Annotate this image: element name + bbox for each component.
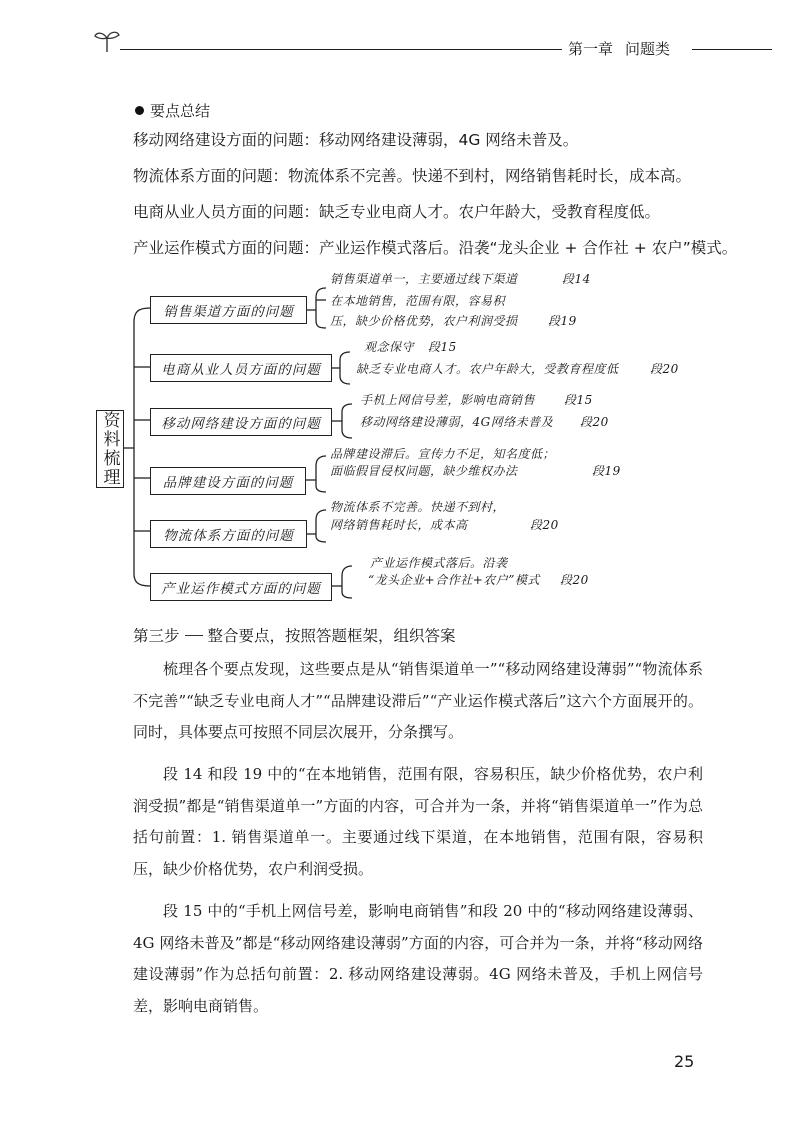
mind-map-note: 手机上网信号差，影响电商销售 段15: [360, 393, 593, 407]
page-number: 25: [674, 1052, 695, 1071]
mind-map-note: 网络销售耗时长，成本高 段20: [330, 518, 559, 532]
mind-map-root: 资料梳理: [96, 410, 124, 488]
mind-map-branch: 物流体系方面的问题: [150, 520, 307, 548]
mind-map-note: 观念保守 段15: [364, 340, 457, 354]
mind-map-note: 销售渠道单一，主要通过线下渠道 段14: [330, 272, 591, 286]
mind-map-branch: 销售渠道方面的问题: [150, 296, 307, 324]
mind-map-branch: 产业运作模式方面的问题: [150, 573, 332, 601]
header-rule-left: [120, 49, 562, 50]
mind-map-branch: 电商从业人员方面的问题: [150, 354, 332, 382]
mind-map-note: 产业运作模式落后。沿袭: [370, 556, 508, 570]
mind-map-branch: 移动网络建设方面的问题: [150, 408, 332, 436]
key-points-heading: 要点总结: [135, 100, 210, 121]
section-label: 问题类: [625, 40, 671, 58]
mind-map-note: 移动网络建设薄弱，4G网络未普及 段20: [360, 415, 609, 429]
key-point-line: 移动网络建设方面的问题：移动网络建设薄弱，4G 网络未普及。: [133, 131, 579, 149]
step-heading: 第三步 整合要点，按照答题框架，组织答案: [133, 627, 456, 645]
sprout-logo-icon: [92, 28, 122, 54]
body-paragraph: 梳理各个要点发现，这些要点是从“销售渠道单一”“移动网络建设薄弱”“物流体系不完善”“缺乏专业电商人才”“品牌建设滞后”“产业运作模式落后”这六个方面展开的。同时，具体要点可按照不同层次展开，分条撰写。: [133, 660, 703, 741]
mind-map-note: 品牌建设滞后。宣传力不足，知名度低；: [330, 447, 556, 461]
chapter-label: 第一章: [568, 40, 614, 58]
mind-map-note: “龙头企业+合作社+农户”模式 段20: [368, 573, 589, 587]
mind-map-note: 面临假冒侵权问题，缺少维权办法 段19: [330, 464, 621, 478]
mind-map-note: 在本地销售，范围有限，容易积: [330, 294, 506, 308]
mind-map-note: 压，缺少价格优势，农户利润受损 段19: [330, 314, 577, 328]
header-rule-right: [692, 49, 772, 50]
mind-map-branch: 品牌建设方面的问题: [150, 467, 306, 495]
key-point-line: 电商从业人员方面的问题：缺乏专业电商人才。农户年龄大，受教育程度低。: [133, 203, 661, 221]
body-paragraph: 段 15 中的“手机上网信号差，影响电商销售”和段 20 中的“移动网络建设薄弱、4G 网络未普及”都是“移动网络建设薄弱”方面的内容，可合并为一条，并将“移动网络建设薄弱”作为总括句前置：2. 移动网络建设薄弱。4G 网络未普及，手机上网信号差，影响电商销售。: [133, 902, 703, 1015]
key-point-line: 产业运作模式方面的问题：产业运作模式落后。沿袭“龙头企业 + 合作社 + 农户”模式。: [133, 239, 738, 257]
bullet-dot-icon: [135, 106, 144, 115]
chapter-header: [568, 38, 682, 59]
mind-map-note: 物流体系不完善。快递不到村，: [330, 500, 506, 514]
key-point-line: 物流体系方面的问题：物流体系不完善。快递不到村，网络销售耗时长，成本高。: [133, 167, 692, 185]
mind-map-note: 缺乏专业电商人才。农户年龄大，受教育程度低 段20: [356, 362, 679, 376]
body-paragraph: 段 14 和段 19 中的“在本地销售，范围有限，容易积压，缺少价格优势，农户利润受损”都是“销售渠道单一”方面的内容，可合并为一条，并将“销售渠道单一”作为总括句前置：1. 销售渠道单一。主要通过线下渠道，在本地销售，范围有限，容易积压，缺少价格优势，农户利润受损。: [133, 765, 703, 878]
